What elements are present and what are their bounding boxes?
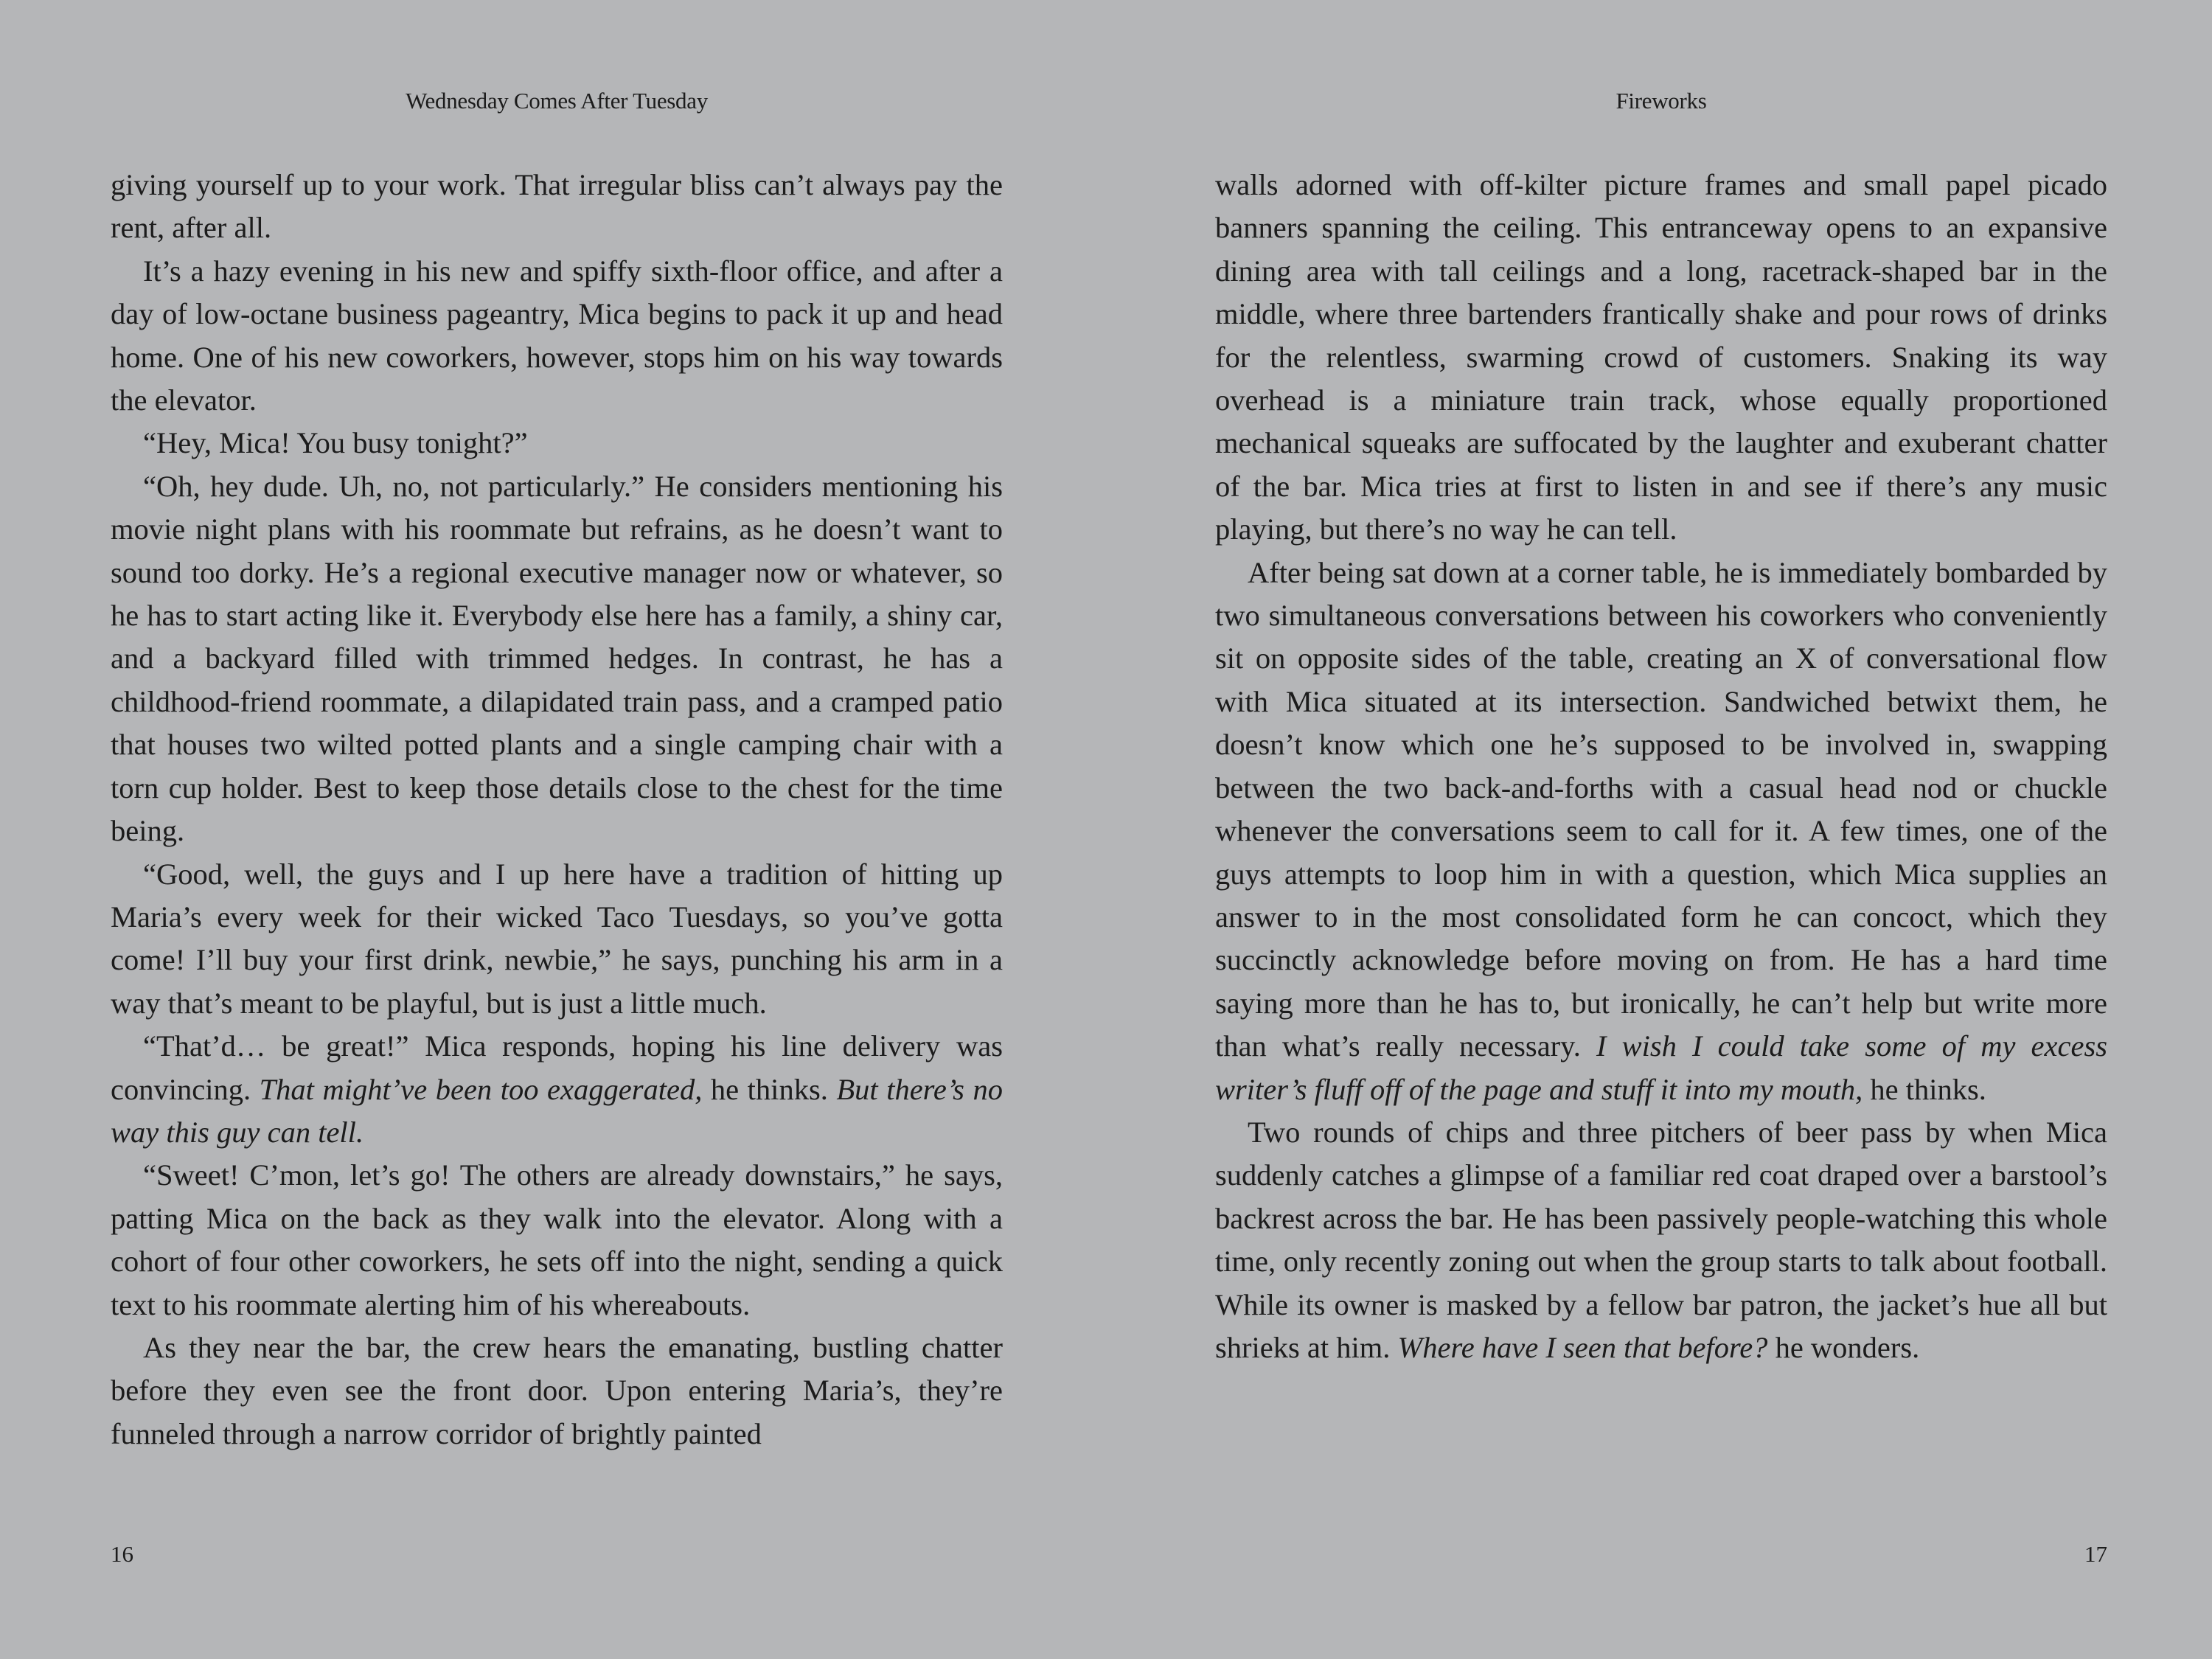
paragraph: It’s a hazy evening in his new and spiffy sixth-floor office, and after a day of low-octane business pageantry, Mica begins to pack it up and head home. One of his new coworkers, however, stops him on his way towards the elevator. — [111, 254, 1003, 417]
left-page-body — [111, 164, 1003, 1455]
paragraph: After being sat down at a corner table, he is immediately bombarded by two simultaneous conversations between his coworkers who conveniently sit on opposite sides of the table, creating an X of conversational flow with Mica situated at its intersection. Sandwiched betwixt them, he doesn’t know which one he’s supposed to be involved in, swapping between the two back-and-forths with a casual head nod or chuckle whenever the conversations seem to call for it. A few times, one of the guys attempts to loop him in with a question, which Mica supplies an answer to in the most consolidated form he can concoct, which they succinctly acknowledge before moving on from. He has a hard time saying more than he has to, but ironically, he can’t help but write more than what’s really necessary. I wish I could take some of my excess writer’s fluff off of the page and stuff it into my mouth, he thinks. — [1215, 555, 2107, 1106]
paragraph: Two rounds of chips and three pitchers of beer pass by when Mica suddenly catches a glimpse of a familiar red coat draped over a barstool’s backrest across the bar. He has been passively people-watching this whole time, only recently zoning out when the group starts to talk about football. While its owner is masked by a fellow bar patron, the jacket’s hue all but shrieks at him. Where have I seen that before? he wonders. — [1215, 1115, 2107, 1364]
page-number-right: 17 — [2084, 1541, 2107, 1567]
paragraph: “Oh, hey dude. Uh, no, not particularly.” He considers mentioning his movie night plans with his roommate but refrains, as he doesn’t want to sound too dorky. He’s a regional executive manager now or whatever, so he has to start acting like it. Everybody else here has a family, a shiny car, and a backyard filled with trimmed hedges. In contrast, he has a childhood-friend roommate, a dilapidated train pass, and a cramped patio that houses two wilted potted plants and a single camping chair with a torn cup holder. Best to keep those details close to the chest for the time being. — [111, 469, 1003, 848]
running-head-right: Fireworks — [1615, 88, 1707, 114]
page-number-left: 16 — [111, 1541, 133, 1567]
running-head-left: Wednesday Comes After Tuesday — [406, 88, 708, 114]
paragraph: giving yourself up to your work. That irregular bliss can’t always pay the rent, after all. — [111, 168, 1003, 245]
paragraph: “That’d… be great!” Mica responds, hoping his line delivery was convincing. That might’ve been too exaggerated, he thinks. But there’s no way this guy can tell. — [111, 1029, 1003, 1149]
paragraph: “Hey, Mica! You busy tonight?” — [143, 426, 528, 460]
right-page — [1215, 0, 2107, 1659]
right-page-body — [1215, 164, 2107, 1369]
paragraph: As they near the bar, the crew hears the emanating, bustling chatter before they even see the front door. Upon entering Maria’s, they’re funneled through a narrow corridor of brightly painted — [111, 1330, 1003, 1450]
paragraph: “Good, well, the guys and I up here have a tradition of hitting up Maria’s every week for their wicked Taco Tuesdays, so you’ve gotta come! I’ll buy your first drink, newbie,” he says, punching his arm in a way that’s meant to be playful, but is just a little much. — [111, 857, 1003, 1020]
left-page — [111, 0, 1003, 1659]
paragraph: walls adorned with off-kilter picture frames and small papel picado banners spanning the ceiling. This entranceway opens to an expansive dining area with tall ceilings and a long, racetrack-shaped bar in the middle, where three bartenders frantically shake and pour rows of drinks for the relentless, swarming crowd of customers. Snaking its way overhead is a miniature train track, whose equally proportioned mechanical squeaks are suffocated by the laughter and exuberant chatter of the bar. Mica tries at first to listen in and see if there’s any music playing, but there’s no way he can tell. — [1215, 168, 2107, 546]
paragraph: “Sweet! C’mon, let’s go! The others are already downstairs,” he says, patting Mica on the back as they walk into the elevator. Along with a cohort of four other coworkers, he sets off into the night, sending a quick text to his roommate alerting him of his whereabouts. — [111, 1158, 1003, 1321]
